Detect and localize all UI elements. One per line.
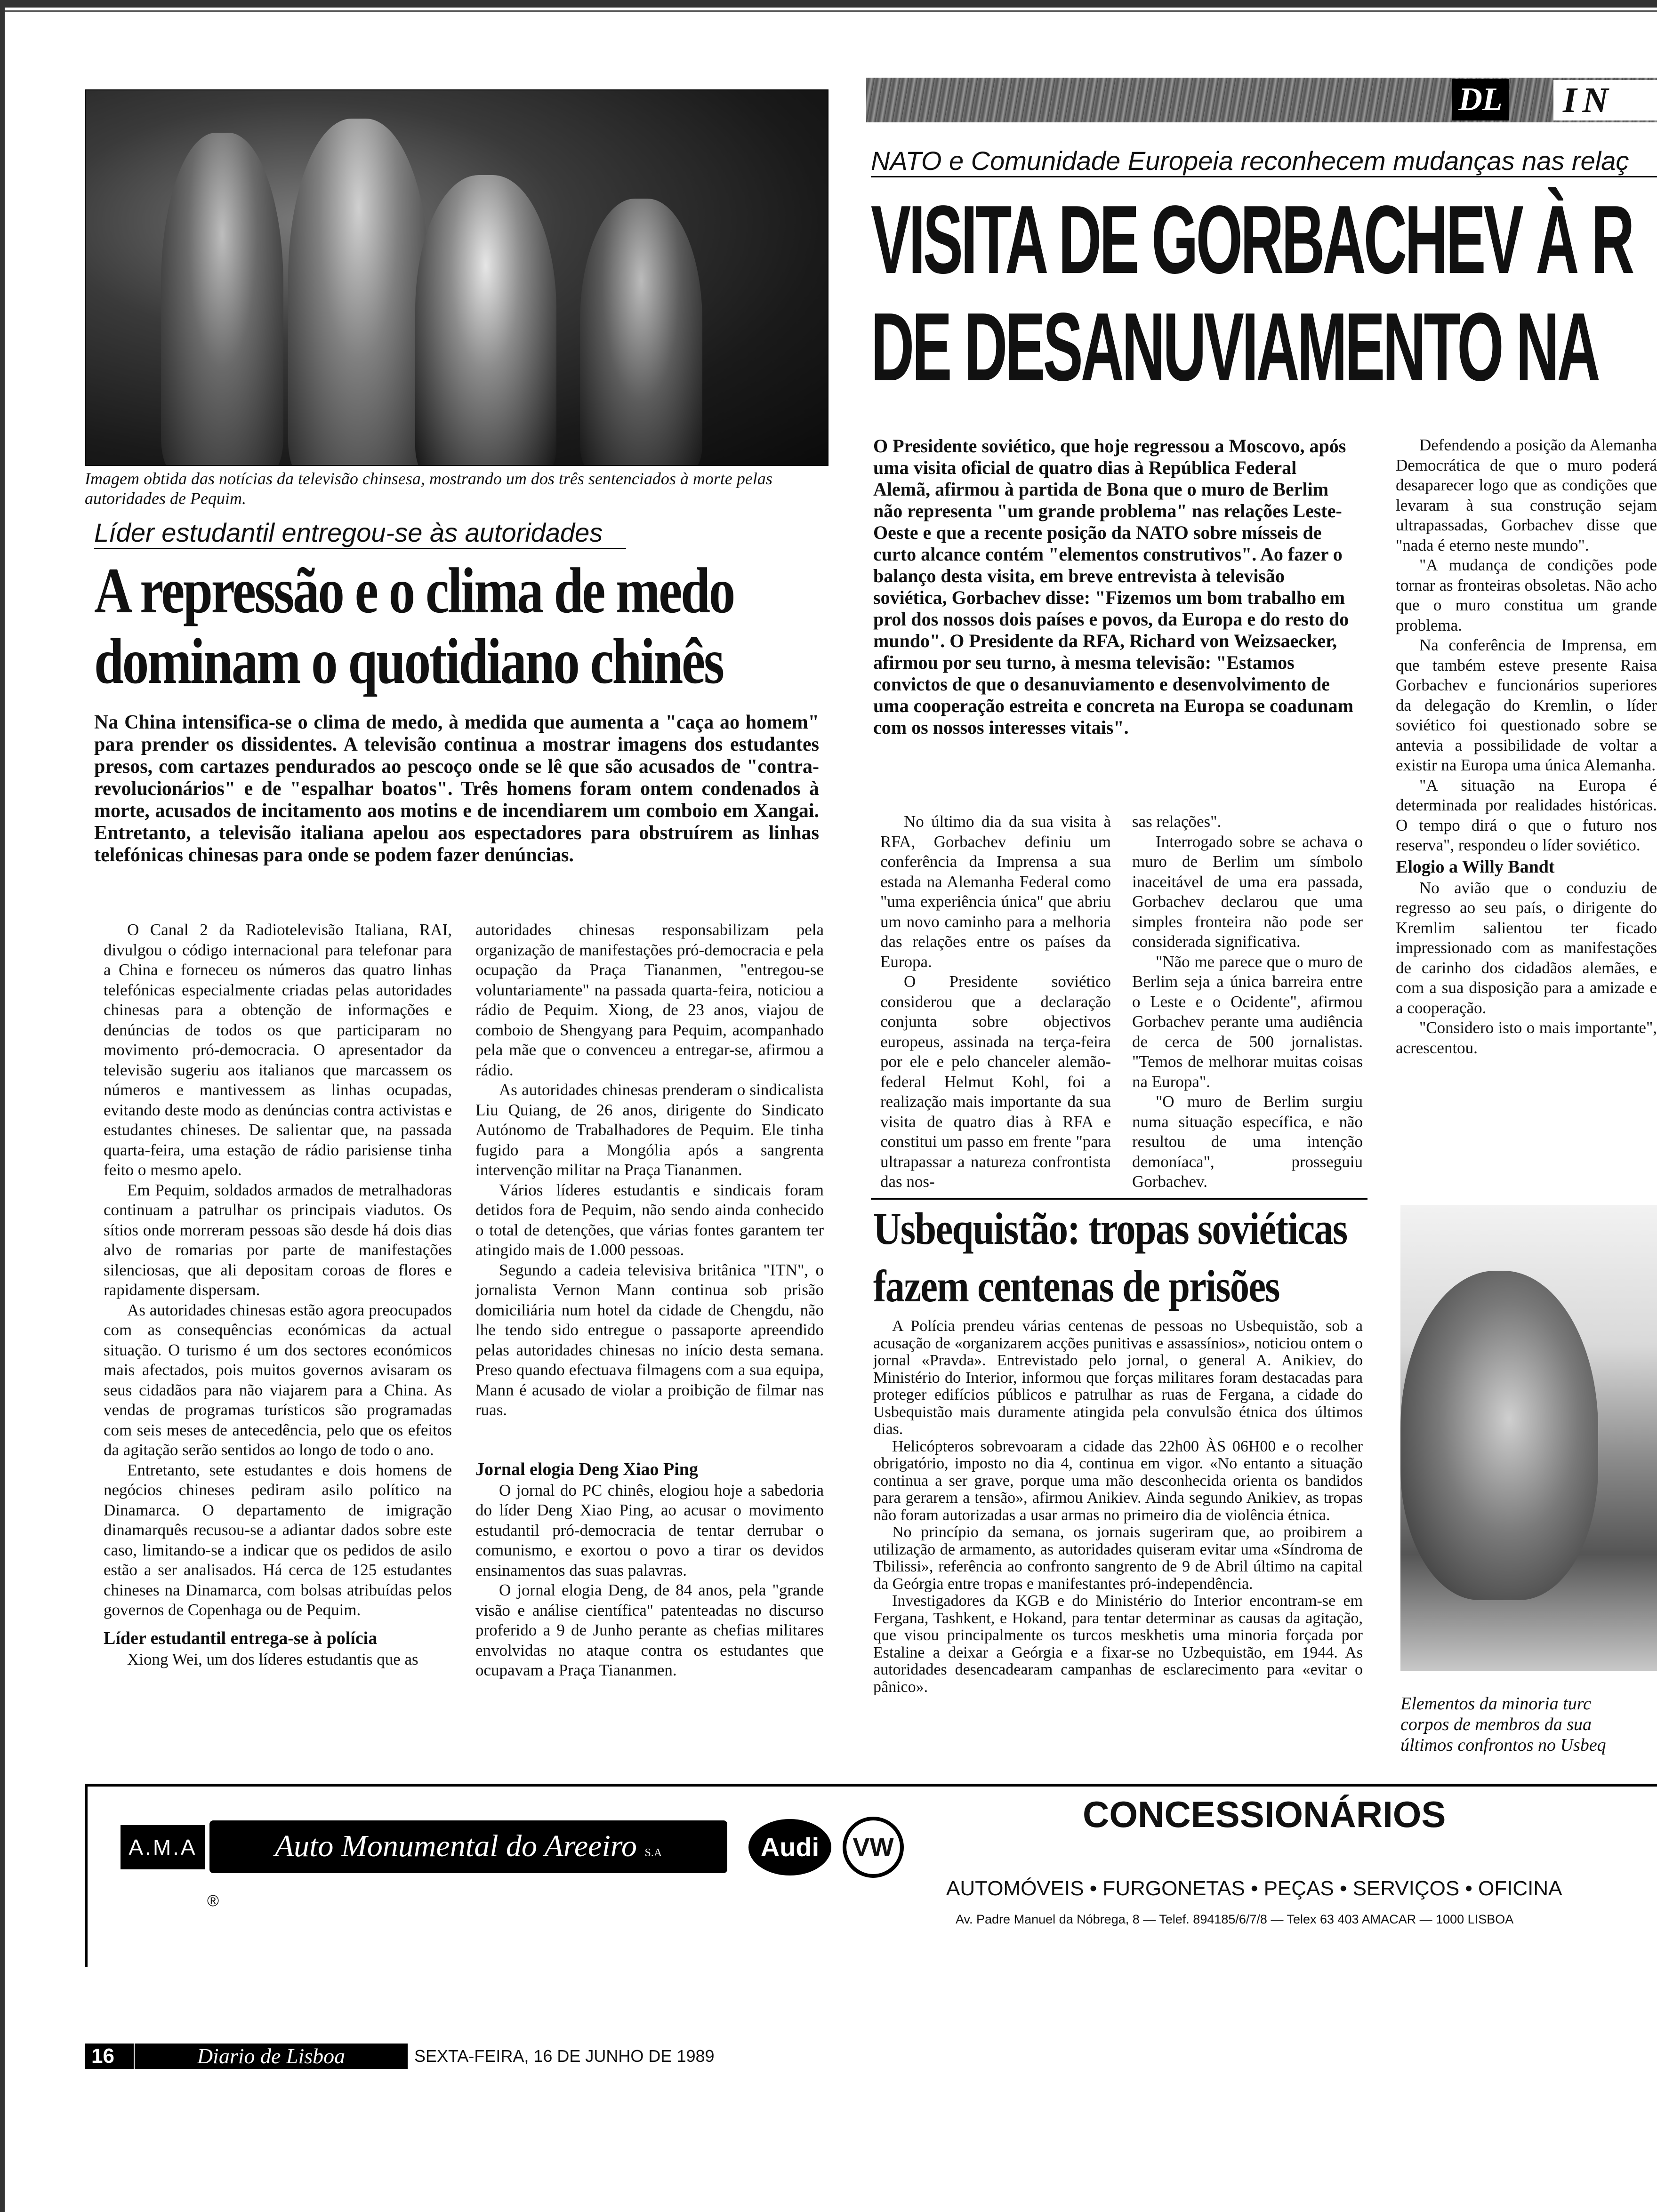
article-column-5 (1396, 435, 1657, 1058)
paragraph: "Não me parece que o muro de Berlim seja a única barreira entre o Leste e o Ocidente", afirmou Gorbachev perante uma audiência de cerca de 500 jornalistas. "Temos de melhorar muitas coisas na Europa". (1132, 952, 1363, 1091)
left-page-edge (0, 0, 5, 2212)
paragraph: No último dia da sua visita à RFA, Gorbachev definiu um conferência da Imprensa a sua estada na Alemanha Federal como "uma experiência única" que abriu um novo caminho para a melhoria das relações entre os países da Europa. (880, 812, 1111, 971)
article-headline (873, 1200, 1347, 1315)
paragraph: No princípio da semana, os jornais sugeriram que, ao proibirem a utilização de armamento, as autoridades quiseram evitar uma «Síndroma de Tbilissi», referência ao confronto sangrento de 9 de Abril último na capital da Geórgia entre tropas e manifestantes pró-independência. (873, 1523, 1363, 1593)
paragraph: Defendendo a posição da Alemanha Democrática de que o muro poderá desaparecer logo que as condições que levaram à sua construção sejam ultrapassadas, Gorbachev disse que "nada é eterno neste mundo". (1396, 436, 1657, 554)
article-kicker: Líder estudantil entregou-se às autoridades (94, 518, 626, 549)
article-headline (871, 186, 1657, 401)
paragraph: Em Pequim, soldados armados de metralhadoras continuam a patrulhar os principais viadutos. Os sítios onde morreram pessoas são desde há dois dias alvo de romarias por parte de manifestações silenciosas, que ali depositam coroas de flores e rapidamente dispersam. (104, 1180, 452, 1299)
subheading: Jornal elogia Deng Xiao Ping (475, 1459, 698, 1479)
audi-logo: Audi (748, 1819, 831, 1875)
advert-title: CONCESSIONÁRIOS (1083, 1794, 1446, 1835)
headline-line-2: DE DESANUVIAMENTO NA (871, 293, 1598, 401)
caption-line: últimos confrontos no Usbeq (1400, 1735, 1606, 1755)
article-kicker: NATO e Comunidade Europeia reconhecem mudanças nas relaç (871, 146, 1657, 177)
top-border-line-thin (0, 10, 1657, 12)
paragraph: O Canal 2 da Radiotelevisão Italiana, RAI, divulgou o código internacional para telefonar para a China e forneceu os números das quatro linhas telefónicas especialmente criadas pelas autoridades chinesas para a obtenção de informações e denúncias de todos os que participaram no movimento pró-democracia. O apresentador da televisão sugeriu aos italianos que marcassem os números e mantivessem as linhas ocupadas, evitando deste modo as denúncias contra activistas e estudantes chineses. De salientar que, na passada quarta-feira, uma estação de rádio parisiense tinha feito o mesmo apelo. (104, 921, 452, 1179)
company-suffix: S.A (644, 1847, 662, 1859)
paragraph: Entretanto, sete estudantes e dois homens de negócios chineses pediram asilo político na Dinamarca. O departamento de imigração dinamarquês recusou-se a adiantar dados sobre este caso, limitando-se a indicar que os pedidos de asilo estão a ser analisados. Há cerca de 125 estudantes chineses na Dinamarca, com bolsas atribuídas pelos governos de Copenhaga ou de Pequim. (104, 1460, 452, 1619)
paragraph: Investigadores da KGB e do Ministério do Interior encontram-se em Fergana, Tashkent, e Hokand, para tentar determinar as causas da agitação, que visou principalmente os turcos meskhetis uma minoria forçada por Estaline a deixar a Geórgia e a fixar-se no Uzbequistão, em 1944. As autoridades desencadearam campanhas de esclarecimento para «evitar o pânico». (873, 1592, 1363, 1696)
paragraph: Vários líderes estudantis e sindicais foram detidos fora de Pequim, não sendo ainda conhecido o total de detenções, que várias fontes garantem ter atingido mais de 1.000 pessoas. (475, 1180, 824, 1259)
top-border-line (0, 0, 1657, 8)
news-photo-uzbekistan (1400, 1205, 1657, 1671)
article-lead: O Presidente soviético, que hoje regressou a Moscovo, após uma visita oficial de quatro dias à República Federal Alemã, afirmou à partida de Bona que o muro de Berlim não representa "um grande problema" nas relações Leste-Oeste e que a recente posição da NATO sobre mísseis de curto alcance contém "elementos construtivos". Ao fazer o balanço desta visita, em breve entrevista à televisão soviética, Gorbachev disse: "Fizemos um bom trabalho em prol dos nossos dois países e povos, da Europa e do resto do mundo". O Presidente da RFA, Richard von Weizsaecker, afirmou por seu turno, à mesma televisão: "Estamos convictos de que o desanuviamento e desenvolvimento de uma cooperação estreita e concreta na Europa se coadunam com os nossos interesses vitais". (873, 435, 1353, 738)
vw-logo: VW (843, 1817, 904, 1878)
paragraph: O jornal elogia Deng, de 84 anos, pela "grande visão e análise científica" patenteadas no discurso proferido a 9 de Junho perante as chefias militares envolvidas no ataque contra os estudantes que ocupavam a Praça Tiananmen. (475, 1581, 824, 1679)
paragraph: A Polícia prendeu várias centenas de pessoas no Usbequistão, sob a acusação de «organizarem acções punitivas e assassínios», noticiou ontem o jornal «Pravda». Entrevistado pelo jornal, o general A. Anikiev, do Ministério do Interior, informou que forças militares foram destacadas para proteger edifícios públicos e patrulhar as ruas de Fergana, a cidade do Usbequistão mais duramente atingida pela convulsão étnica dos últimos dias. (873, 1317, 1363, 1438)
subheading: Líder estudantil entrega-se à polícia (104, 1628, 378, 1648)
issue-date: SEXTA-FEIRA, 16 DE JUNHO DE 1989 (414, 2046, 715, 2066)
paragraph: As autoridades chinesas prenderam o sindicalista Liu Quiang, de 26 anos, dirigente do Sindicato Autónomo de Trabalhadores de Pequim. Ele tinha fugido para a Mongólia após a sangrenta intervenção militar na Praça Tiananmen. (475, 1081, 824, 1179)
photo-caption: Imagem obtida das notícias da televisão chinsesa, mostrando um dos três sentenciados à morte pelas autoridades de Pequim. (85, 469, 772, 508)
page-number: 16 (85, 2044, 134, 2069)
paragraph: autoridades chinesas responsabilizam pela organização de manifestações pró-democracia e pela ocupação da Praça Tiananmen, "entregou-se voluntariamente" na passada quarta-feira, noticiou a rádio de Pequim. Xiong, de 23 anos, viajou de comboio de Shengyang para Pequim, acompanhado pela mãe que o convenceu a entregar-se, afirmou a rádio. (475, 921, 824, 1079)
paragraph: No avião que o conduziu de regresso ao seu país, o dirigente do Kremlim salientou ter ficado impressionado com as manifestações de carinho dos cidadãos alemães, e com a sua disposição para a amizade e a cooperação. (1396, 878, 1657, 1017)
section-logo: DL (1452, 79, 1509, 120)
paragraph: sas relações". (1132, 812, 1222, 831)
headline-line-1: VISITA DE GORBACHEV À R (871, 186, 1633, 294)
paragraph: Xiong Wei, um dos líderes estudantis que as (127, 1650, 418, 1668)
paragraph: "Considero isto o mais importante", acrescentou. (1396, 1018, 1657, 1057)
article-column-2 (475, 920, 824, 1681)
article-lead: Na China intensifica-se o clima de medo, à medida que aumenta a "caça ao homem" para prender os dissidentes. A televisão continua a mostrar imagens dos estudantes presos, com cartazes pendurados ao pescoço onde se lê que são acusados de "contra-revolucionários" e de "espalhar boatos". Três homens foram ontem condenados à morte, acusados de incitamento aos motins e de incendiarem um comboio em Xangai. Entretanto, a televisão italiana apelou aos espectadores para obstruírem as linhas telefónicas chinesas para onde se podem fazer denúncias. (94, 712, 819, 866)
registered-mark: ® (207, 1892, 219, 1910)
paragraph: O jornal do PC chinês, elogiou hoje a sabedoria do líder Deng Xiao Ping, ao acusar o movimento estudantil pró-democracia de tentar derrubar o comunismo, e exortou o povo a tirar os devidos ensinamentos das suas palavras. (475, 1481, 824, 1579)
newspaper-name: Diario de Lisboa (135, 2044, 408, 2069)
paragraph: "A mudança de condições pode tornar as fronteiras obsoletas. Não acho que o muro constitua um grande problema. (1396, 556, 1657, 634)
photo-caption (1400, 1693, 1657, 1755)
advert-address: Av. Padre Manuel da Nóbrega, 8 — Telef. 894185/6/7/8 — Telex 63 403 AMACAR — 1000 LISBOA (956, 1912, 1514, 1926)
advert-tagline: AUTOMÓVEIS • FURGONETAS • PEÇAS • SERVIÇOS • OFICINA (946, 1877, 1562, 1900)
advert-badge: A.M.A (121, 1825, 205, 1869)
divider (871, 1198, 1367, 1200)
paragraph: "A situação na Europa é determinada por realidades históricas. O tempo dirá o que o futuro nos reserva", respondeu o líder soviético. (1396, 776, 1657, 854)
paragraph: Interrogado sobre se achava o muro de Berlim um símbolo inaceitável de uma era passada, Gorbachev declarou que uma simples fronteira não pode ser considerada significativa. (1132, 832, 1363, 951)
article-column-1 (104, 920, 452, 1669)
paragraph: O Presidente soviético considerou que a declaração conjunta sobre objectivos europeus, assinada na terça-feira por ele e pelo chanceler alemão-federal Helmut Kohl, foi a realização mais importante da sua visita de quatro dias à RFA e constitui um passo em frente "para ultrapassar a natureza confrontista das nos- (880, 972, 1111, 1191)
paragraph: As autoridades chinesas estão agora preocupados com as consequências económicas da actual situação. O turismo é um dos sectores económicos mais afectados, pois muitos governos avisaram os seus cidadãos para não viajarem para a China. As vendas de programas turísticos são programadas com seis meses de antecedência, pelo que os efeitos da agitação serão sentidos ao longo de todo o ano. (104, 1300, 452, 1459)
paragraph: "O muro de Berlim surgiu numa situação específica, e não resultou de uma intenção demoníaca", prosseguiu Gorbachev. (1132, 1092, 1363, 1191)
headline-line-1: Usbequistão: tropas soviéticas (873, 1203, 1347, 1254)
article-column-3 (880, 812, 1111, 1192)
headline-line-2: dominam o quotidiano chinês (94, 625, 723, 697)
paragraph: Helicópteros sobrevoaram a cidade das 22h00 ÀS 06H00 e o recolher obrigatório, imposto no dia 4, continua em vigor. «No entanto a situação continua a ser grave, porque uma mão desconhecida orienta os bandidos para gerarem a tensão», afirmou Anikiev. Ainda segundo Anikiev, as tropas não foram autorizadas a usar armas no primeiro dia de violência étnica. (873, 1437, 1363, 1524)
headline-line-1: A repressão e o clima de medo (94, 554, 734, 626)
article-body (873, 1318, 1363, 1696)
section-label: IN (1553, 80, 1657, 120)
article-headline (94, 554, 734, 697)
paragraph: Na conferência de Imprensa, em que também esteve presente Raisa Gorbachev e funcionários superiores da delegação do Kremlin, o líder soviético foi questionado sobre se antevia a possibilidade de voltar a existir na Europa uma única Alemanha. (1396, 636, 1657, 774)
caption-line: Elementos da minoria turc (1400, 1694, 1591, 1714)
caption-line: corpos de membros da sua (1400, 1715, 1592, 1734)
headline-line-2: fazem centenas de prisões (873, 1261, 1279, 1311)
paragraph: Segundo a cadeia televisiva britânica "ITN", o jornalista Vernon Mann continua sob prisão domiciliária num hotel da cidade de Chengdu, não lhe tendo sido entregue o passaporte apreendido pelas autoridades chinesas no início desta semana. Preso quando efectuava filmagens com a sua equipa, Mann é acusado de violar a proibição de filmar nas ruas. (475, 1260, 824, 1419)
news-photo-prisoner (85, 89, 828, 466)
advert-company-logo (209, 1820, 727, 1873)
section-masthead-band (866, 78, 1657, 122)
subheading: Elogio a Willy Bandt (1396, 857, 1555, 877)
company-name: Auto Monumental do Areeiro (274, 1829, 637, 1863)
article-column-4 (1132, 812, 1363, 1192)
